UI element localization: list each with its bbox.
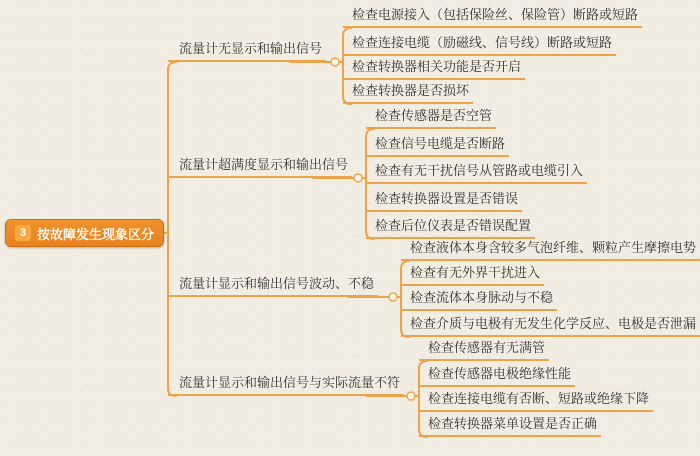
branch-node[interactable]: 流量计无显示和输出信号 <box>168 38 326 62</box>
branch2-collapse-toggle[interactable] <box>354 174 362 182</box>
branch-node[interactable]: 流量计显示和输出信号波动、不稳 <box>168 273 378 297</box>
branch1-collapse-toggle[interactable] <box>331 58 339 66</box>
leaf-node[interactable]: 检查转换器是否损坏 <box>343 80 473 104</box>
leaf-node[interactable]: 检查有无外界干扰进入 <box>401 262 544 286</box>
leaf-node[interactable]: 检查后位仪表是否错误配置 <box>366 215 535 239</box>
branch3-collapse-toggle[interactable] <box>389 293 397 301</box>
leaf-node[interactable]: 检查转换器菜单设置是否正确 <box>419 413 601 437</box>
branch-node[interactable]: 流量计超满度显示和输出信号 <box>168 154 352 178</box>
leaf-node[interactable]: 检查传感器有无满管 <box>419 337 549 361</box>
root-label: 按故障发生现象区分 <box>37 226 155 242</box>
leaf-node[interactable]: 检查传感器是否空管 <box>366 105 496 129</box>
trunk-line <box>168 62 176 396</box>
leaf-node[interactable]: 检查流体本身脉动与不稳 <box>401 287 557 311</box>
leaf-node[interactable]: 检查连接电缆（励磁线、信号线）断路或短路 <box>343 32 616 56</box>
leaf-node[interactable]: 检查连接电缆有否断、短路或绝缘下降 <box>419 388 653 412</box>
leaf-node[interactable]: 检查电源接入（包括保险丝、保险管）断路或短路 <box>343 4 642 28</box>
leaf-node[interactable]: 检查有无干扰信号从管路或电缆引入 <box>366 160 587 184</box>
leaf-node[interactable]: 检查转换器设置是否错误 <box>366 188 522 212</box>
leaf-node[interactable]: 检查传感器电极绝缘性能 <box>419 363 575 387</box>
leaf-node[interactable]: 检查介质与电极有无发生化学反应、电极是否泄漏 <box>401 313 700 337</box>
leaf-node[interactable]: 检查液体本身含较多气泡纤维、颗粒产生摩擦电势 <box>401 237 700 261</box>
leaf-node[interactable]: 检查信号电缆是否断路 <box>366 133 509 157</box>
leaf-node[interactable]: 检查转换器相关功能是否开启 <box>343 56 525 80</box>
root-node[interactable] <box>5 219 164 247</box>
branch4-collapse-toggle[interactable] <box>407 392 415 400</box>
root-number-badge: 3 <box>15 225 31 241</box>
branch-node[interactable]: 流量计显示和输出信号与实际流量不符 <box>168 372 404 396</box>
